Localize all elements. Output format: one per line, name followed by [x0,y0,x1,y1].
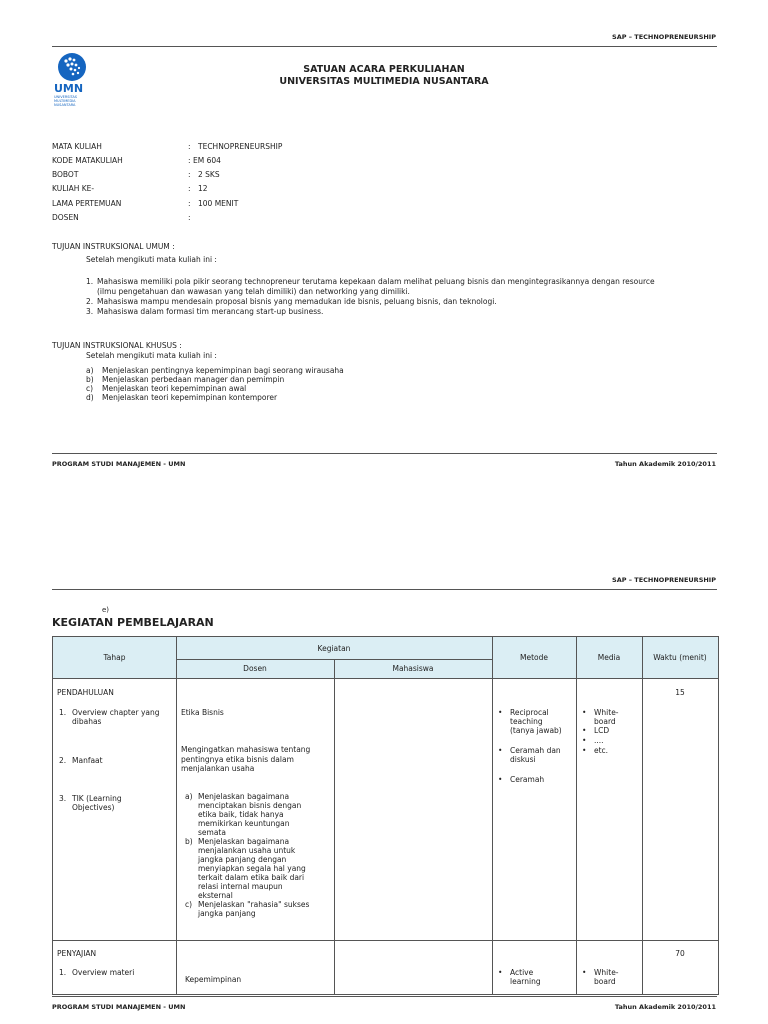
tahap-item-line: Overview chapter yang [72,708,160,717]
info-sep: : [188,199,191,208]
dosen-tik-line: menjalankan usaha untuk [198,846,296,855]
media-line: board [594,977,616,986]
info-sep: : [188,142,191,151]
bullet-icon: • [498,775,503,784]
info-value: 12 [198,184,208,193]
tiu-item-text: Mahasiswa mampu mendesain proposal bisnis yang memadukan ide bisnis, peluang bisnis, dan teknologi. [97,297,497,306]
tahap-item-num: 2. [59,756,67,765]
info-label: BOBOT [52,170,79,179]
footer-rule [52,996,717,997]
dosen-manfaat-line: menjalankan usaha [181,764,255,773]
tik-item-text: Menjelaskan teori kepemimpinan kontemporer [102,393,278,402]
footer-left: PROGRAM STUDI MANAJEMEN - UMN [52,1003,186,1011]
tahap-item-line: dibahas [72,717,102,726]
bullet-icon: • [582,726,587,735]
tik-item-text: Menjelaskan teori kepemimpinan awal [102,384,247,393]
dosen-tik-num: b) [185,837,193,846]
tiu-item-text: (ilmu pengetahuan dan wawasan yang telah dimiliki) dan networking yang dimiliki. [97,287,410,296]
dosen-tik-line: eksternal [198,891,233,900]
tahap-item-line: Overview materi [72,968,135,977]
info-value: EM 604 [193,156,221,165]
metode-line: Ceramah [510,775,545,784]
header-rule [52,46,717,47]
header-dosen: Dosen [243,664,267,673]
info-value: 100 MENIT [198,199,239,208]
tahap-item-line: TIK (Learning [72,794,122,803]
metode-line: Active [510,968,534,977]
metode-line: learning [510,977,541,986]
info-label: MATA KULIAH [52,142,102,151]
dosen-penyajian: Kepemimpinan [185,975,242,984]
row-divider [53,940,718,941]
header-tahap: Tahap [103,653,126,662]
dosen-tik-line: Menjelaskan "rahasia" sukses [198,900,310,909]
info-value: TECHNOPRENEURSHIP [198,142,283,151]
dosen-tik-line: Menjelaskan bagaimana [198,792,290,801]
tahap-item-num: 3. [59,794,67,803]
tiu-item-num: 2. [86,297,94,306]
tahap-penyajian: PENYAJIAN [57,949,97,958]
info-sep: : [188,170,191,179]
tiu-item-num: 1. [86,277,94,286]
dosen-etika: Etika Bisnis [181,708,224,717]
media-line: White- [594,968,619,977]
logo-text: UMN [54,82,84,95]
section-title: KEGIATAN PEMBELAJARAN [52,616,214,629]
tik-label: TUJUAN INSTRUKSIONAL KHUSUS : [52,341,182,350]
logo-subtext: UNIVERSITAS MULTIMEDIA NUSANTARA [54,95,77,107]
dosen-tik-line: terkait dalam etika baik dari [198,873,305,882]
page-header-right: SAP – TECHNOPRENEURSHIP [612,33,716,41]
tahap-pendahuluan: PENDAHULUAN [57,688,114,697]
tiu-item-num: 3. [86,307,94,316]
tik-item-num: a) [86,366,94,375]
info-sep: : [188,156,191,165]
info-sep: : [188,184,191,193]
bullet-icon: • [498,968,503,977]
dosen-tik-line: jangka panjang [198,909,256,918]
footer-right: Tahun Akademik 2010/2011 [614,1003,716,1011]
dosen-tik-line: memikirkan keuntungan [198,819,290,828]
info-value: 2 SKS [198,170,220,179]
doc-title-line2: UNIVERSITAS MULTIMEDIA NUSANTARA [279,76,489,87]
dosen-manfaat-line: Mengingatkan mahasiswa tentang [181,745,311,754]
tik-item-num: b) [86,375,94,384]
tik-item-num: d) [86,393,94,402]
header-waktu: Waktu (menit) [653,653,707,662]
header-metode: Metode [520,653,548,662]
page-header-right: SAP – TECHNOPRENEURSHIP [612,576,716,584]
dosen-tik-num: c) [185,900,193,909]
tiu-label: TUJUAN INSTRUKSIONAL UMUM : [52,242,175,251]
dosen-tik-line: relasi internal maupun [198,882,283,891]
dosen-manfaat [181,745,310,774]
waktu-pendahuluan: 15 [675,688,685,697]
header-kegiatan: Kegiatan [317,644,351,653]
tiu-intro: Setelah mengikuti mata kuliah ini : [86,255,217,264]
activity-table [52,636,719,995]
media-line: board [594,717,616,726]
tik-item-text: Menjelaskan perbedaan manager dan pemimpin [102,375,285,384]
tik-intro: Setelah mengikuti mata kuliah ini : [86,351,217,360]
dosen-tik-line: semata [198,828,226,837]
dosen-manfaat-line: pentingnya etika bisnis dalam [181,754,294,764]
info-sep: : [188,213,191,222]
doc-title-line1: SATUAN ACARA PERKULIAHAN [303,64,465,75]
tik-item-num: c) [86,384,94,393]
info-label: KODE MATAKULIAH [52,156,123,165]
dosen-tik-line: menciptakan bisnis dengan [198,801,302,810]
footer-left: PROGRAM STUDI MANAJEMEN - UMN [52,460,186,468]
dosen-tik-line: etika baik, tidak hanya [198,810,284,819]
info-label: LAMA PERTEMUAN [52,199,122,208]
bullet-icon: • [498,746,503,755]
footer-rule [52,453,717,454]
metode-line: Reciprocal [510,708,549,717]
tiu-item-text: Mahasiswa memiliki pola pikir seorang technopreneur terutama kepekaan dalam melihat peluang bisnis dan mengintegrasikannya dengan resource [97,277,655,286]
bullet-icon: • [582,968,587,977]
media-line: LCD [594,726,610,735]
header-mahasiswa: Mahasiswa [392,664,434,673]
media-line: .... [594,736,604,745]
bullet-icon: • [582,746,587,755]
bullet-icon: • [498,708,503,717]
metode-line: (tanya jawab) [510,726,562,735]
metode-line: Ceramah dan [510,746,561,755]
tik-item-text: Menjelaskan pentingnya kepemimpinan bagi seorang wirausaha [102,366,344,375]
tahap-item-line: Manfaat [72,756,103,765]
dosen-tik-line: Menjelaskan bagaimana [198,837,290,846]
row-divider [176,659,492,660]
tiu-item-text: Mahasiswa dalam formasi tim merancang start-up business. [97,307,324,316]
media-line: etc. [594,746,609,755]
dosen-tik-line: jangka panjang dengan [198,855,287,864]
info-label: DOSEN [52,213,79,222]
metode-line: diskusi [510,755,536,764]
media-line: White- [594,708,619,717]
header-rule [52,589,717,590]
list-marker: e) [102,606,110,614]
bullet-icon: • [582,708,587,717]
waktu-penyajian: 70 [675,949,685,958]
tahap-item-line: Objectives) [72,803,115,812]
dosen-tik-line: menyiapkan segala hal yang [198,864,306,873]
row-divider [53,678,718,679]
col-divider [334,659,335,994]
footer-right: Tahun Akademik 2010/2011 [614,460,716,468]
info-label: KULIAH KE- [52,184,95,193]
tahap-item-num: 1. [59,968,67,977]
tahap-item-num: 1. [59,708,67,717]
dosen-tik-num: a) [185,792,193,801]
header-media: Media [597,653,621,662]
metode-line: teaching [510,717,543,726]
bullet-icon: • [582,736,587,745]
